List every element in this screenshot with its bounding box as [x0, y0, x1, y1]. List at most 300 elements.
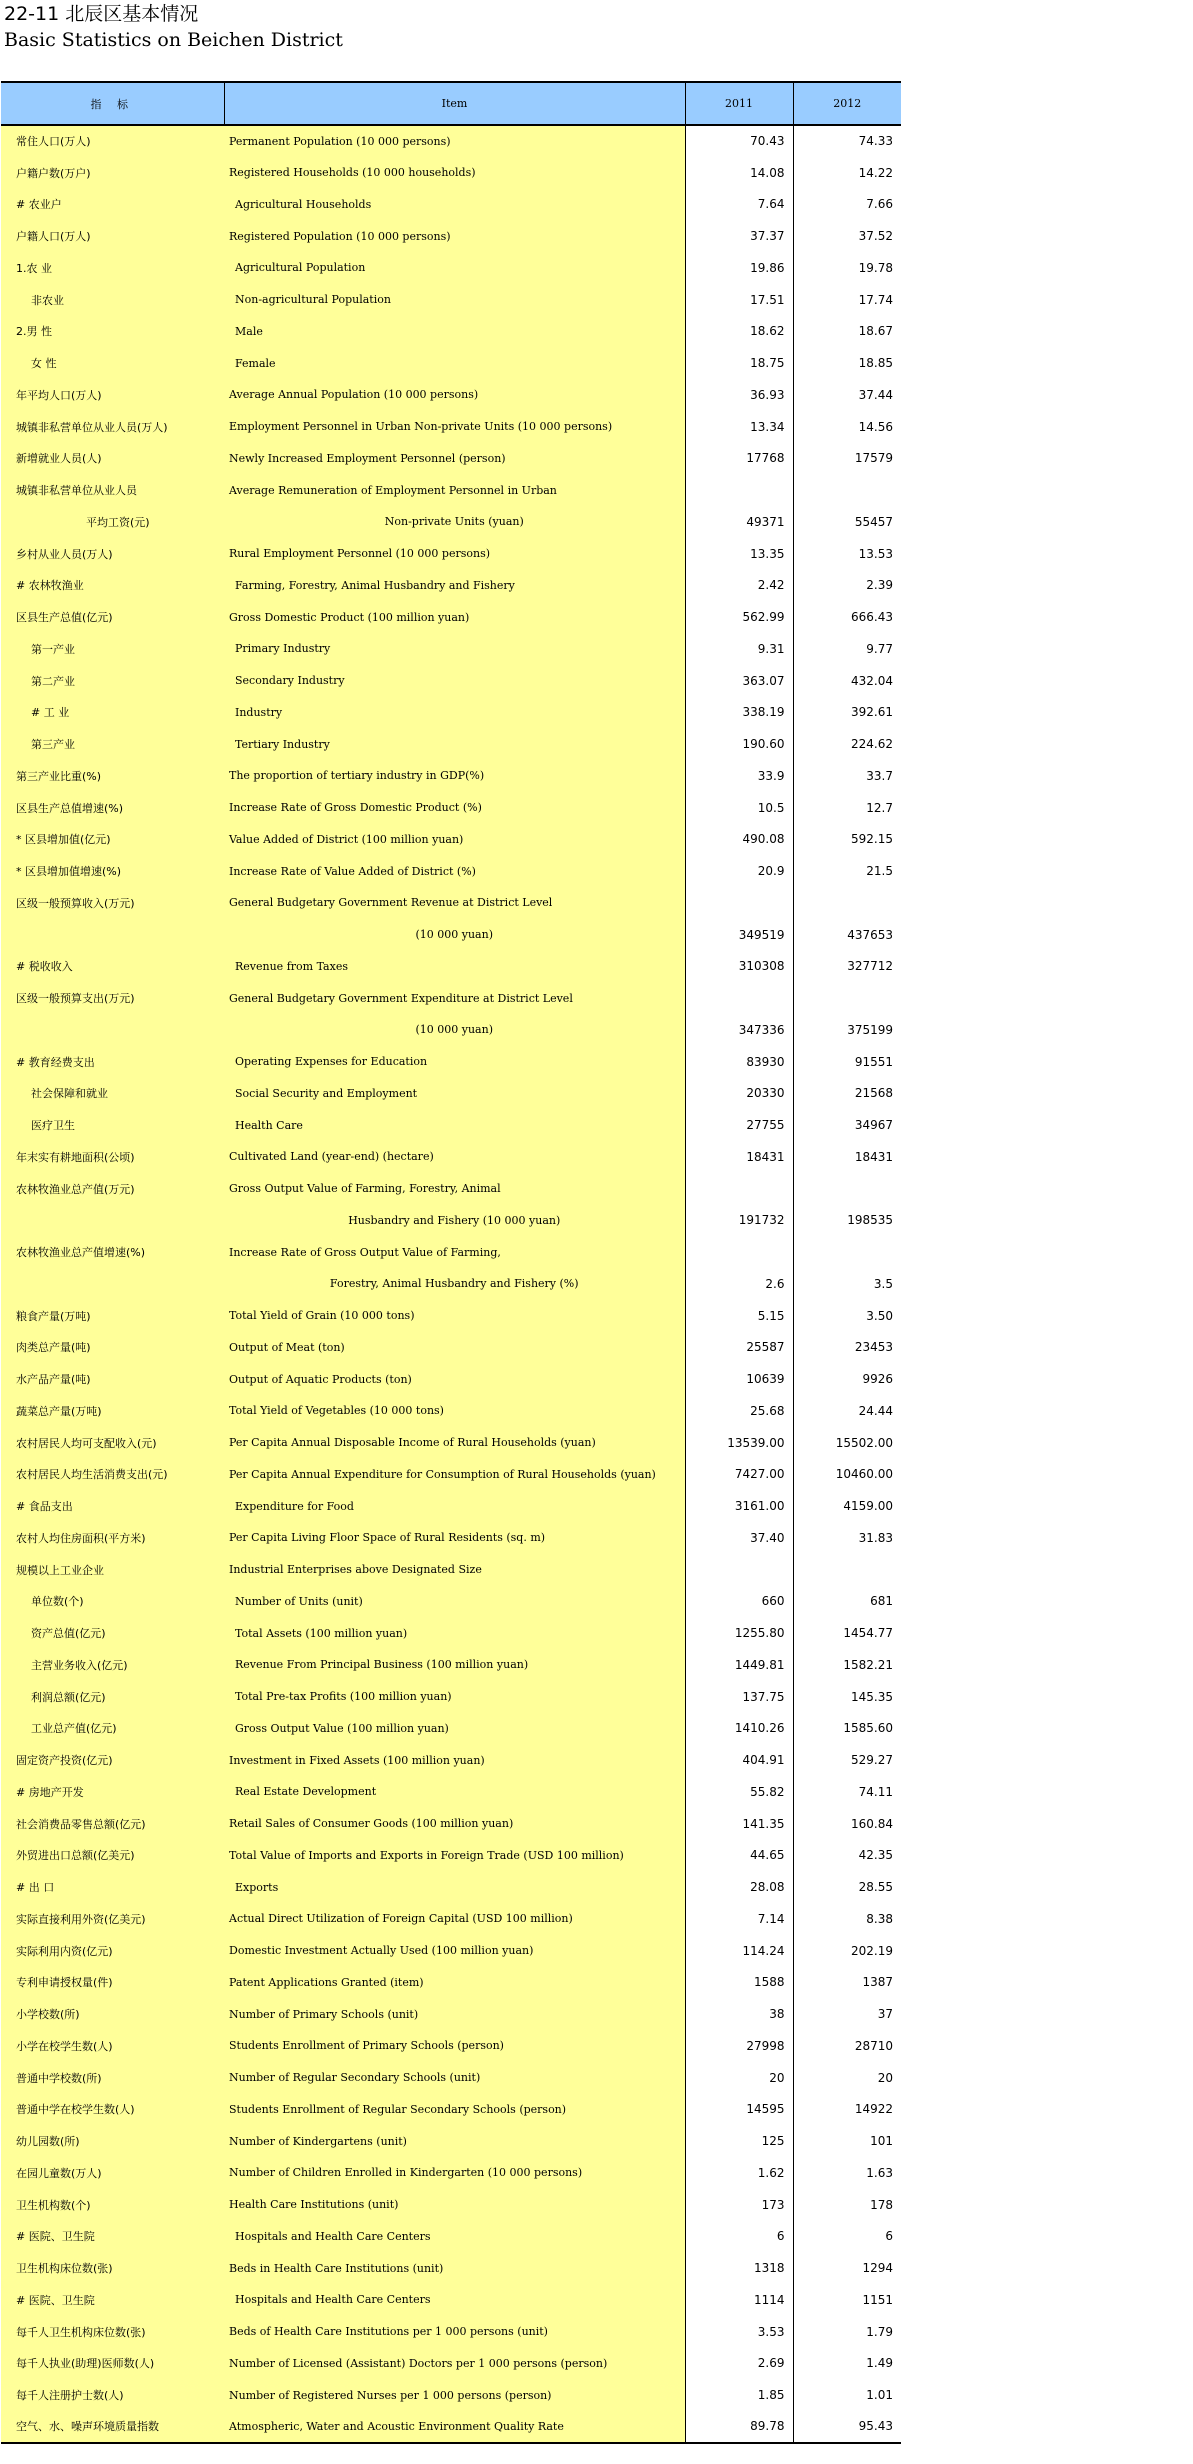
value-2011: 38	[685, 1998, 793, 2030]
table-row	[1, 1649, 901, 1681]
value-2012: 13.53	[858, 546, 893, 561]
table-row	[1, 2379, 901, 2411]
row-label-en: Number of Licensed (Assistant) Doctors per 1 000 persons (person)	[224, 2348, 685, 2380]
table-title-en: Basic Statistics on Beichen District	[4, 29, 343, 51]
value-2011: 7.64	[685, 189, 793, 221]
value-2012: 6	[885, 2229, 893, 2244]
row-label-en: Total Yield of Grain (10 000 tons)	[224, 1300, 685, 1332]
row-label-cn: 实际直接利用外资(亿美元)	[1, 1903, 224, 1935]
value-2011: 44.65	[685, 1840, 793, 1872]
value-2012: 1151	[862, 2292, 893, 2307]
value-2012: 42.35	[858, 1848, 893, 1863]
row-label-en: Non-agricultural Population	[224, 284, 685, 316]
row-label-en: Beds in Health Care Institutions (unit)	[224, 2252, 685, 2284]
value-2012: 3.5	[873, 1276, 893, 1291]
value-2012: 34967	[854, 1118, 893, 1133]
row-label-en: Per Capita Annual Expenditure for Consumption of Rural Households (yuan)	[224, 1459, 685, 1491]
value-2011: 3.53	[685, 2316, 793, 2348]
table-row	[1, 1840, 901, 1872]
value-2011: 137.75	[685, 1681, 793, 1713]
row-label-en: Output of Meat (ton)	[224, 1332, 685, 1364]
value-2012: 432.04	[851, 673, 893, 688]
row-label-en: Male	[224, 316, 685, 348]
row-label-en: Agricultural Population	[224, 252, 685, 284]
row-label-en: Total Value of Imports and Exports in Foreign Trade (USD 100 million)	[224, 1840, 685, 1872]
row-label-en: Number of Children Enrolled in Kindergarten (10 000 persons)	[224, 2157, 685, 2189]
table-row	[1, 1205, 901, 1237]
value-2011: 37.37	[685, 220, 793, 252]
row-label-cn: 农村居民人均生活消费支出(元)	[1, 1459, 224, 1491]
row-label-cn: # 农业户	[1, 189, 224, 221]
table-row	[1, 1808, 901, 1840]
row-label-en: Operating Expenses for Education	[224, 1046, 685, 1078]
value-2011: 349519	[685, 919, 793, 951]
value-2012: 160.84	[851, 1816, 893, 1831]
row-label-en: Number of Units (unit)	[224, 1586, 685, 1618]
row-label-cn: 年平均人口(万人)	[1, 379, 224, 411]
value-2012: 14.22	[858, 165, 893, 180]
row-label-cn: * 区县增加值(亿元)	[1, 824, 224, 856]
value-2012: 91551	[854, 1054, 893, 1069]
value-2012: 437653	[847, 927, 893, 942]
value-2012: 74.11	[858, 1784, 893, 1799]
table-row	[1, 157, 901, 189]
row-label-en: Patent Applications Granted (item)	[224, 1967, 685, 1999]
row-label-en: Industry	[224, 697, 685, 729]
row-label-cn: 单位数(个)	[1, 1586, 224, 1618]
value-2011: 7427.00	[685, 1459, 793, 1491]
header-indicator: 指 标	[1, 82, 224, 125]
table-row	[1, 1300, 901, 1332]
row-label-en: Per Capita Annual Disposable Income of Rural Households (yuan)	[224, 1427, 685, 1459]
table-row	[1, 728, 901, 760]
table-body	[1, 125, 901, 2443]
value-2011: 28.08	[685, 1871, 793, 1903]
value-2011: 2.69	[685, 2348, 793, 2380]
row-label-en: Number of Kindergartens (unit)	[224, 2125, 685, 2157]
row-label-cn: 第三产业比重(%)	[1, 760, 224, 792]
table-row	[1, 665, 901, 697]
row-label-cn: 社会消费品零售总额(亿元)	[1, 1808, 224, 1840]
row-label-en: Cultivated Land (year-end) (hectare)	[224, 1141, 685, 1173]
row-label-en: Hospitals and Health Care Centers	[224, 2221, 685, 2253]
row-label-en: Students Enrollment of Regular Secondary Schools (person)	[224, 2094, 685, 2126]
row-label-cn: 女 性	[1, 347, 224, 379]
value-2012: 1294	[862, 2261, 893, 2276]
value-2012: 198535	[847, 1213, 893, 1228]
value-2012: 14922	[854, 2102, 893, 2117]
row-label-cn: 常住人口(万人)	[1, 125, 224, 157]
value-2011: 10639	[685, 1363, 793, 1395]
value-2011: 1255.80	[685, 1617, 793, 1649]
row-label-en: (10 000 yuan)	[224, 919, 685, 951]
value-2012	[793, 887, 901, 919]
value-2011: 13.35	[685, 538, 793, 570]
value-2012: 17.74	[858, 292, 893, 307]
row-label-cn: 主营业务收入(亿元)	[1, 1649, 224, 1681]
row-label-cn: 区县生产总值(亿元)	[1, 601, 224, 633]
row-label-cn: 城镇非私营单位从业人员(万人)	[1, 411, 224, 443]
table-row	[1, 1363, 901, 1395]
value-2012: 1454.77	[843, 1626, 893, 1641]
row-label-cn: # 出 口	[1, 1871, 224, 1903]
row-label-cn: 水产品产量(吨)	[1, 1363, 224, 1395]
value-2012: 10460.00	[835, 1467, 893, 1482]
value-2011	[685, 1173, 793, 1205]
row-label-cn: 每千人执业(助理)医师数(人)	[1, 2348, 224, 2380]
value-2012: 95.43	[793, 2411, 901, 2443]
value-2011: 89.78	[685, 2411, 793, 2443]
value-2011: 18.62	[685, 316, 793, 348]
table-row	[1, 1173, 901, 1205]
row-label-cn: 区级一般预算收入(万元)	[1, 887, 224, 919]
row-label-cn: 户籍人口(万人)	[1, 220, 224, 252]
value-2011: 347336	[685, 1014, 793, 1046]
table-row	[1, 379, 901, 411]
value-2011: 10.5	[685, 792, 793, 824]
value-2011: 55.82	[685, 1776, 793, 1808]
row-label-cn	[1, 919, 224, 951]
row-label-cn: 2.男 性	[1, 316, 224, 348]
table-row	[1, 570, 901, 602]
row-label-en: Investment in Fixed Assets (100 million yuan)	[224, 1744, 685, 1776]
row-label-cn: 实际利用内资(亿元)	[1, 1935, 224, 1967]
row-label-en: Permanent Population (10 000 persons)	[224, 125, 685, 157]
row-label-cn: 粮食产量(万吨)	[1, 1300, 224, 1332]
row-label-cn: 医疗卫生	[1, 1109, 224, 1141]
value-2011: 125	[685, 2125, 793, 2157]
row-label-cn: 每千人注册护士数(人)	[1, 2379, 224, 2411]
value-2012: 1.63	[866, 2165, 893, 2180]
value-2012: 202.19	[851, 1943, 893, 1958]
row-label-en: Total Yield of Vegetables (10 000 tons)	[224, 1395, 685, 1427]
value-2011: 36.93	[685, 379, 793, 411]
row-label-cn: 农林牧渔业总产值增速(%)	[1, 1236, 224, 1268]
row-label-en: Industrial Enterprises above Designated Size	[224, 1554, 685, 1586]
table-row	[1, 697, 901, 729]
value-2011: 660	[685, 1586, 793, 1618]
table-row	[1, 284, 901, 316]
value-2012: 24.44	[858, 1403, 893, 1418]
row-label-cn: 普通中学校数(所)	[1, 2062, 224, 2094]
row-label-en: Gross Output Value (100 million yuan)	[224, 1713, 685, 1745]
value-2011: 2.6	[685, 1268, 793, 1300]
row-label-en: The proportion of tertiary industry in GDP(%)	[224, 760, 685, 792]
row-label-en: Average Annual Population (10 000 persons)	[224, 379, 685, 411]
value-2012: 3.50	[866, 1308, 893, 1323]
value-2011: 490.08	[685, 824, 793, 856]
value-2012: 681	[870, 1594, 893, 1609]
value-2012: 1.01	[866, 2388, 893, 2403]
row-label-cn: # 工 业	[1, 697, 224, 729]
table-row	[1, 2221, 901, 2253]
row-label-en: Increase Rate of Value Added of District (%)	[224, 855, 685, 887]
table-row	[1, 125, 901, 157]
row-label-en: Total Pre-tax Profits (100 million yuan)	[224, 1681, 685, 1713]
row-label-cn: 第二产业	[1, 665, 224, 697]
table-row	[1, 411, 901, 443]
value-2011: 191732	[685, 1205, 793, 1237]
row-label-en: Average Remuneration of Employment Personnel in Urban	[224, 474, 685, 506]
row-label-en: Social Security and Employment	[224, 1078, 685, 1110]
value-2012: 18.67	[858, 324, 893, 339]
header-year-2011: 2011	[685, 82, 793, 125]
value-2012: 21568	[854, 1086, 893, 1101]
value-2012: 37.52	[858, 229, 893, 244]
value-2012	[793, 1554, 901, 1586]
row-label-cn	[1, 1268, 224, 1300]
row-label-cn: 第三产业	[1, 728, 224, 760]
row-label-en: Expenditure for Food	[224, 1490, 685, 1522]
table-row	[1, 2348, 901, 2380]
row-label-en: Value Added of District (100 million yuan)	[224, 824, 685, 856]
value-2012: 592.15	[851, 832, 893, 847]
table-row	[1, 506, 901, 538]
row-label-en: Forestry, Animal Husbandry and Fishery (%)	[224, 1268, 685, 1300]
row-label-cn: 城镇非私营单位从业人员	[1, 474, 224, 506]
table-row	[1, 1776, 901, 1808]
table-row	[1, 760, 901, 792]
value-2012	[793, 474, 901, 506]
value-2012: 8.38	[866, 1911, 893, 1926]
value-2012: 327712	[847, 959, 893, 974]
table-row	[1, 189, 901, 221]
value-2012: 2.39	[866, 578, 893, 593]
row-label-cn: # 农林牧渔业	[1, 570, 224, 602]
value-2012: 224.62	[851, 737, 893, 752]
value-2011: 1.62	[685, 2157, 793, 2189]
value-2011: 173	[685, 2189, 793, 2221]
row-label-cn: 区级一般预算支出(万元)	[1, 982, 224, 1014]
table-row	[1, 2125, 901, 2157]
table-row	[1, 2030, 901, 2062]
table-row	[1, 474, 901, 506]
value-2012: 9.77	[866, 641, 893, 656]
table-row	[1, 347, 901, 379]
table-row	[1, 1935, 901, 1967]
table-row	[1, 1554, 901, 1586]
table-row	[1, 1586, 901, 1618]
row-label-cn: 幼儿园数(所)	[1, 2125, 224, 2157]
row-label-en: General Budgetary Government Expenditure at District Level	[224, 982, 685, 1014]
table-row	[1, 1617, 901, 1649]
row-label-cn: 利润总额(亿元)	[1, 1681, 224, 1713]
row-label-en: Per Capita Living Floor Space of Rural Residents (sq. m)	[224, 1522, 685, 1554]
value-2012: 18431	[854, 1149, 893, 1164]
table-row	[1, 1014, 901, 1046]
row-label-cn: 1.农 业	[1, 252, 224, 284]
table-row	[1, 633, 901, 665]
value-2011: 7.14	[685, 1903, 793, 1935]
row-label-cn: 肉类总产量(吨)	[1, 1332, 224, 1364]
value-2011: 27755	[685, 1109, 793, 1141]
value-2011: 18.75	[685, 347, 793, 379]
row-label-en: General Budgetary Government Revenue at District Level	[224, 887, 685, 919]
value-2011	[685, 1554, 793, 1586]
row-label-en: Rural Employment Personnel (10 000 persons)	[224, 538, 685, 570]
row-label-cn: 小学校数(所)	[1, 1998, 224, 2030]
row-label-cn: 空气、水、噪声环境质量指数	[1, 2411, 224, 2443]
value-2012: 1.49	[866, 2356, 893, 2371]
value-2011	[685, 474, 793, 506]
value-2012: 101	[870, 2134, 893, 2149]
value-2011: 37.40	[685, 1522, 793, 1554]
row-label-en: Revenue from Taxes	[224, 951, 685, 983]
value-2011: 83930	[685, 1046, 793, 1078]
table-row	[1, 1046, 901, 1078]
value-2011: 17768	[685, 443, 793, 475]
row-label-en: Real Estate Development	[224, 1776, 685, 1808]
row-label-en: Students Enrollment of Primary Schools (person)	[224, 2030, 685, 2062]
row-label-cn: 普通中学在校学生数(人)	[1, 2094, 224, 2126]
table-row	[1, 887, 901, 919]
table-row	[1, 1459, 901, 1491]
table-row	[1, 220, 901, 252]
value-2011: 1114	[685, 2284, 793, 2316]
row-label-en: Gross Domestic Product (100 million yuan)	[224, 601, 685, 633]
value-2011: 5.15	[685, 1300, 793, 1332]
row-label-en: Tertiary Industry	[224, 728, 685, 760]
row-label-cn: # 医院、卫生院	[1, 2221, 224, 2253]
value-2012: 33.7	[866, 768, 893, 783]
value-2012: 1585.60	[843, 1721, 893, 1736]
table-row	[1, 1713, 901, 1745]
value-2011: 14595	[685, 2094, 793, 2126]
value-2012: 21.5	[866, 864, 893, 879]
table-row	[1, 1427, 901, 1459]
table-row	[1, 1522, 901, 1554]
row-label-cn: 农村居民人均可支配收入(元)	[1, 1427, 224, 1459]
row-label-cn: # 医院、卫生院	[1, 2284, 224, 2316]
table-row	[1, 951, 901, 983]
row-label-en: Beds of Health Care Institutions per 1 000 persons (unit)	[224, 2316, 685, 2348]
row-label-cn: 资产总值(亿元)	[1, 1617, 224, 1649]
value-2011	[685, 1236, 793, 1268]
row-label-cn: 乡村从业人员(万人)	[1, 538, 224, 570]
row-label-cn: 非农业	[1, 284, 224, 316]
value-2011: 114.24	[685, 1935, 793, 1967]
value-2011: 562.99	[685, 601, 793, 633]
row-label-en: Actual Direct Utilization of Foreign Capital (USD 100 million)	[224, 1903, 685, 1935]
value-2012: 20	[877, 2070, 893, 2085]
value-2011: 25587	[685, 1332, 793, 1364]
row-label-cn: 专利申请授权量(件)	[1, 1967, 224, 1999]
value-2011: 1318	[685, 2252, 793, 2284]
row-label-en: Number of Primary Schools (unit)	[224, 1998, 685, 2030]
row-label-cn: 平均工资(元)	[1, 506, 224, 538]
row-label-en: Health Care	[224, 1109, 685, 1141]
row-label-en: Exports	[224, 1871, 685, 1903]
table-row	[1, 2316, 901, 2348]
row-label-en: Agricultural Households	[224, 189, 685, 221]
value-2012: 375199	[847, 1022, 893, 1037]
table-row	[1, 1903, 901, 1935]
row-label-en: Number of Registered Nurses per 1 000 persons (person)	[224, 2379, 685, 2411]
value-2012: 23453	[854, 1340, 893, 1355]
row-label-en: (10 000 yuan)	[224, 1014, 685, 1046]
value-2012: 1582.21	[843, 1657, 893, 1672]
value-2012: 31.83	[858, 1530, 893, 1545]
table-row	[1, 2094, 901, 2126]
value-2012: 37	[877, 2007, 893, 2022]
table-row	[1, 919, 901, 951]
table-row	[1, 538, 901, 570]
row-label-cn: 农村人均住房面积(平方米)	[1, 1522, 224, 1554]
row-label-cn: 第一产业	[1, 633, 224, 665]
value-2011: 20330	[685, 1078, 793, 1110]
value-2012: 1387	[862, 1975, 893, 1990]
row-label-en: Increase Rate of Gross Domestic Product (%)	[224, 792, 685, 824]
table-row	[1, 601, 901, 633]
table-row	[1, 316, 901, 348]
value-2011: 2.42	[685, 570, 793, 602]
row-label-en: Primary Industry	[224, 633, 685, 665]
row-label-en: Husbandry and Fishery (10 000 yuan)	[224, 1205, 685, 1237]
table-row	[1, 1078, 901, 1110]
row-label-cn: 新增就业人员(人)	[1, 443, 224, 475]
row-label-cn: 农林牧渔业总产值(万元)	[1, 1173, 224, 1205]
value-2011: 1410.26	[685, 1713, 793, 1745]
value-2012: 7.66	[866, 197, 893, 212]
table-row	[1, 252, 901, 284]
row-label-en: Output of Aquatic Products (ton)	[224, 1363, 685, 1395]
value-2012: 178	[870, 2197, 893, 2212]
table-row	[1, 1998, 901, 2030]
row-label-en: Hospitals and Health Care Centers	[224, 2284, 685, 2316]
value-2011: 6	[685, 2221, 793, 2253]
row-label-en: Total Assets (100 million yuan)	[224, 1617, 685, 1649]
table-row	[1, 1871, 901, 1903]
row-label-cn: 小学在校学生数(人)	[1, 2030, 224, 2062]
table-row	[1, 1967, 901, 1999]
value-2011: 404.91	[685, 1744, 793, 1776]
row-label-cn: # 食品支出	[1, 1490, 224, 1522]
row-label-cn: # 教育经费支出	[1, 1046, 224, 1078]
table-row	[1, 1268, 901, 1300]
value-2011: 141.35	[685, 1808, 793, 1840]
value-2012	[793, 1236, 901, 1268]
row-label-en: Domestic Investment Actually Used (100 million yuan)	[224, 1935, 685, 1967]
value-2012: 28710	[854, 2038, 893, 2053]
value-2011: 14.08	[685, 157, 793, 189]
value-2011: 20	[685, 2062, 793, 2094]
row-label-cn: 社会保障和就业	[1, 1078, 224, 1110]
value-2011: 9.31	[685, 633, 793, 665]
value-2012: 392.61	[851, 705, 893, 720]
row-label-cn	[1, 1014, 224, 1046]
header-row	[1, 82, 901, 125]
row-label-en: Employment Personnel in Urban Non-private Units (10 000 persons)	[224, 411, 685, 443]
value-2012: 4159.00	[843, 1499, 893, 1514]
table-row	[1, 824, 901, 856]
row-label-cn: 卫生机构床位数(张)	[1, 2252, 224, 2284]
row-label-en: Retail Sales of Consumer Goods (100 million yuan)	[224, 1808, 685, 1840]
table-row	[1, 1141, 901, 1173]
value-2012: 19.78	[858, 260, 893, 275]
row-label-cn: 年末实有耕地面积(公顷)	[1, 1141, 224, 1173]
table-row	[1, 792, 901, 824]
row-label-en: Farming, Forestry, Animal Husbandry and Fishery	[224, 570, 685, 602]
value-2012: 1.79	[866, 2324, 893, 2339]
row-label-en: Non-private Units (yuan)	[224, 506, 685, 538]
value-2011: 1449.81	[685, 1649, 793, 1681]
row-label-cn: # 税收收入	[1, 951, 224, 983]
value-2012: 529.27	[851, 1753, 893, 1768]
value-2012: 17579	[854, 451, 893, 466]
table-row	[1, 2189, 901, 2221]
row-label-en: Gross Output Value of Farming, Forestry, Animal	[224, 1173, 685, 1205]
value-2012: 18.85	[858, 356, 893, 371]
